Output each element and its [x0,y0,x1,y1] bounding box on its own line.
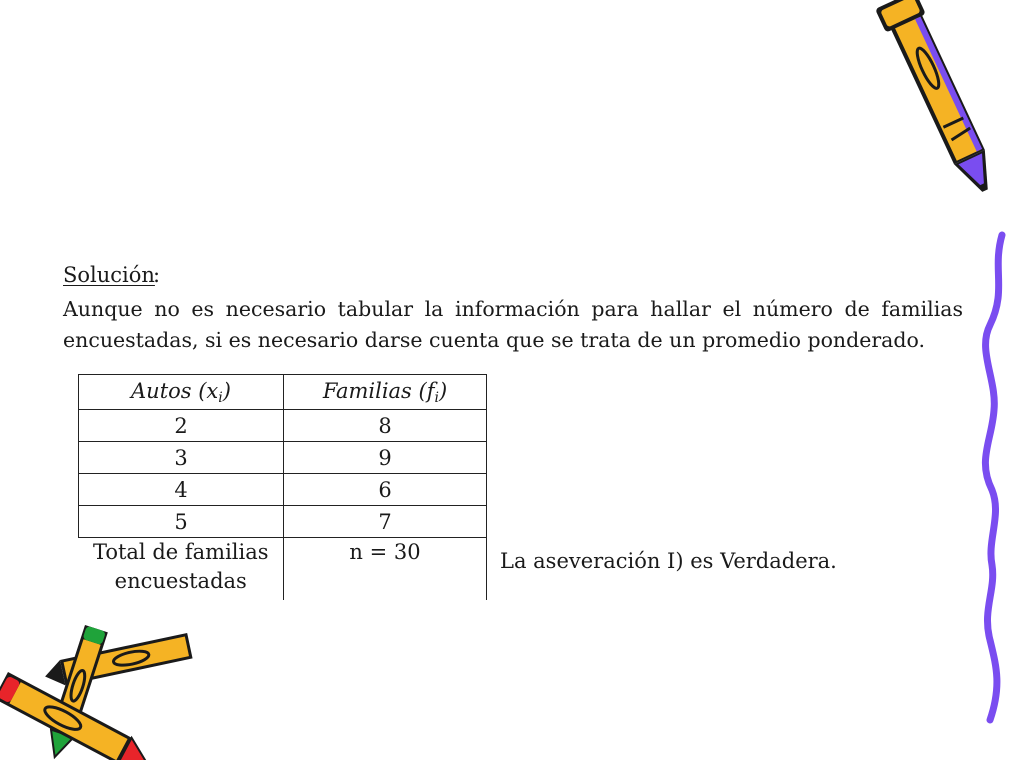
total-value: n = 30 [284,538,487,601]
header-familias-close: ) [438,378,448,403]
header-autos [79,375,284,410]
solution-heading: Solución [63,263,155,287]
frequency-table [78,374,487,600]
table-header-row [79,375,487,410]
cell-autos: 4 [79,474,284,506]
table-row [79,442,487,474]
table-row [79,474,487,506]
header-familias-subscript: i [434,389,439,406]
wavy-border [972,230,1012,730]
header-autos-close: ) [222,378,231,403]
conclusion-text: La aseveración I) es Verdadera. [500,549,837,573]
cell-autos: 3 [79,442,284,474]
cell-autos: 2 [79,410,284,442]
cell-autos: 5 [79,506,284,538]
header-autos-subscript: i [218,389,223,406]
header-autos-label: Autos (x [131,378,219,403]
intro-paragraph: Aunque no es necesario tabular la información para hallar el número de familias encuestadas, si es necesario darse cuenta que se trata de un promedio ponderado. [63,297,963,352]
table-row [79,506,487,538]
table-total-row [79,538,487,601]
header-familias [284,375,487,410]
cell-familias: 7 [284,506,487,538]
table-row [79,410,487,442]
cell-familias: 6 [284,474,487,506]
total-label-line1: Total de familias [92,540,269,564]
pencil-icon [858,0,1008,245]
total-label-line2: encuestadas [114,569,247,593]
total-label-cell [79,538,284,601]
header-familias-label: Familias (f [322,378,435,403]
crossed-pencils-icon [0,620,210,760]
cell-familias: 8 [284,410,487,442]
cell-familias: 9 [284,442,487,474]
solution-heading-colon: : [153,263,161,287]
